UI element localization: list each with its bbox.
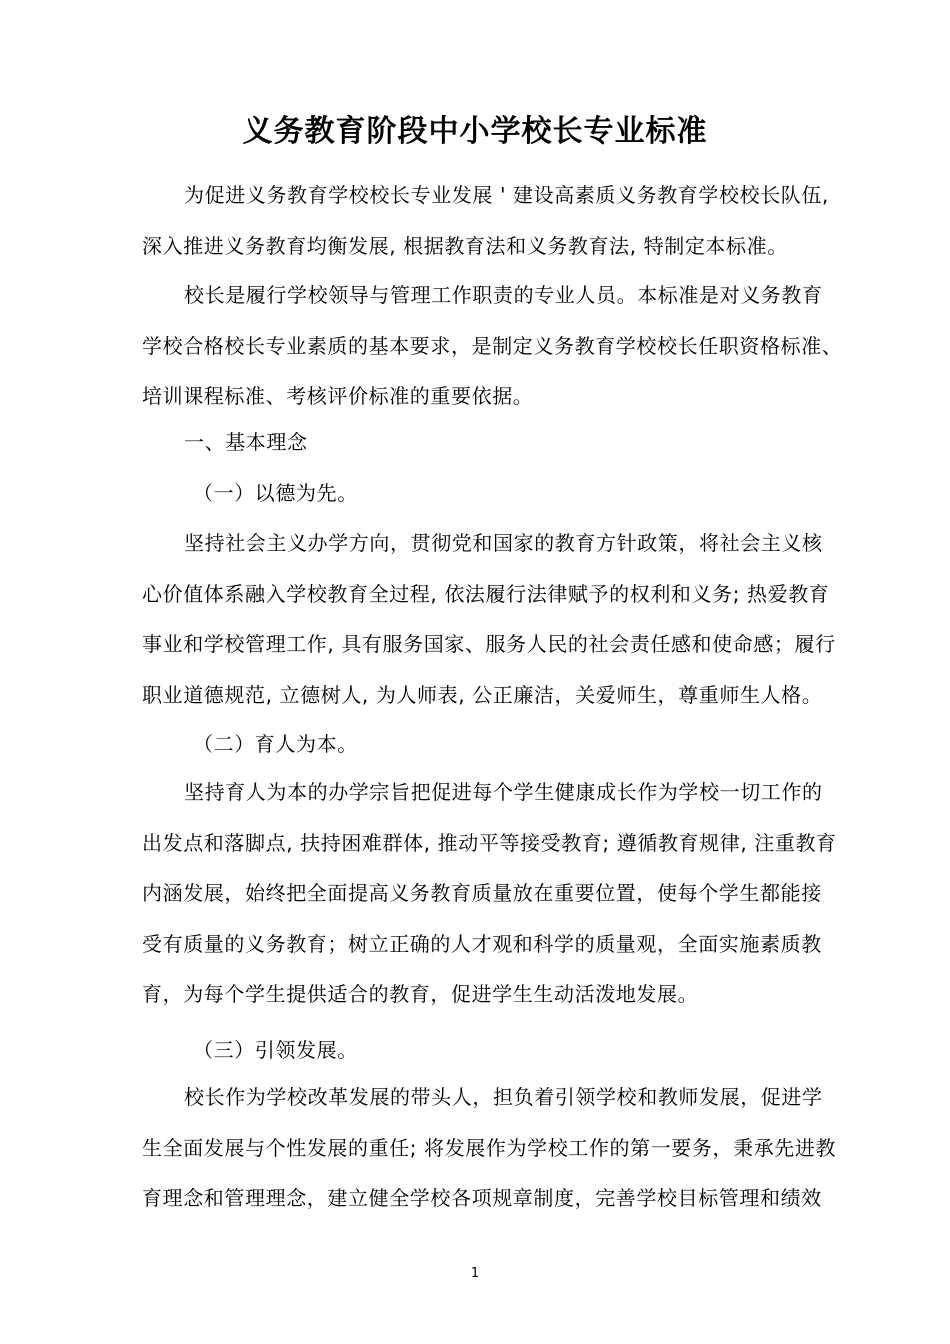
subsection-heading-leading-development: （三）引领发展。 xyxy=(193,1038,358,1062)
paragraph-line: 育，为每个学生提供适合的教育，促进学生生动活泼地发展。 xyxy=(142,982,699,1006)
morality-first-paragraph xyxy=(142,518,862,720)
people-oriented-paragraph xyxy=(142,767,862,1020)
paragraph-line: 育理念和管理理念，建立健全学校各项规章制度，完善学校目标管理和绩效 xyxy=(142,1186,822,1210)
subsection-heading-people-oriented: （二）育人为本。 xyxy=(193,732,358,756)
paragraph-line: 学校合格校长专业素质的基本要求，是制定义务教育学校校长任职资格标准、 xyxy=(142,333,843,358)
paragraph-line: 坚持社会主义办学方向，贯彻党和国家的教育方针政策，将社会主义核 xyxy=(184,531,823,555)
definition-paragraph xyxy=(142,270,862,422)
paragraph-line: 受有质量的义务教育；树立正确的人才观和科学的质量观，全面实施素质教 xyxy=(142,931,822,956)
paragraph-line: 校长是履行学校领导与管理工作职责的专业人员。本标准是对义务教育 xyxy=(184,283,823,307)
leading-development-paragraph xyxy=(142,1072,862,1224)
paragraph-line: 为促进义务教育学校校长专业发展 ' 建设高素质义务教育学校校长队伍, xyxy=(184,183,829,207)
subsection-heading-morality-first: （一）以德为先。 xyxy=(193,481,358,505)
page-number: 1 xyxy=(470,1266,480,1281)
paragraph-line: 培训课程标准、考核评价标准的重要依据。 xyxy=(142,384,534,408)
paragraph-line: 坚持育人为本的办学宗旨把促进每个学生健康成长作为学校一切工作的 xyxy=(184,780,823,804)
paragraph-line: 心价值体系融入学校教育全过程, 依法履行法律赋予的权利和义务; 热爱教育 xyxy=(142,581,830,606)
document-title: 义务教育阶段中小学校长专业标准 xyxy=(242,114,708,149)
paragraph-line: 职业道德规范, 立德树人, 为人师表, 公正廉洁，关爱师生，尊重师生人格。 xyxy=(142,682,823,707)
paragraph-line: 事业和学校管理工作, 具有服务国家、服务人民的社会责任感和使命感；履行 xyxy=(142,632,836,656)
intro-paragraph xyxy=(142,170,862,271)
paragraph-line: 校长作为学校改革发展的带头人，担负着引领学校和教师发展，促进学 xyxy=(184,1085,823,1109)
paragraph-line: 生全面发展与个性发展的重任; 将发展作为学校工作的第一要务，秉承先进教 xyxy=(142,1135,837,1160)
paragraph-line: 出发点和落脚点, 扶持困难群体, 推动平等接受教育; 遵循教育规律, 注重教育 xyxy=(142,830,837,855)
section-heading-basic-concepts: 一、基本理念 xyxy=(184,430,308,454)
paragraph-line: 内涵发展，始终把全面提高义务教育质量放在重要位置，使每个学生都能接 xyxy=(142,881,822,905)
paragraph-line: 深入推进义务教育均衡发展, 根据教育法和义务教育法, 特制定本标准。 xyxy=(142,233,788,258)
